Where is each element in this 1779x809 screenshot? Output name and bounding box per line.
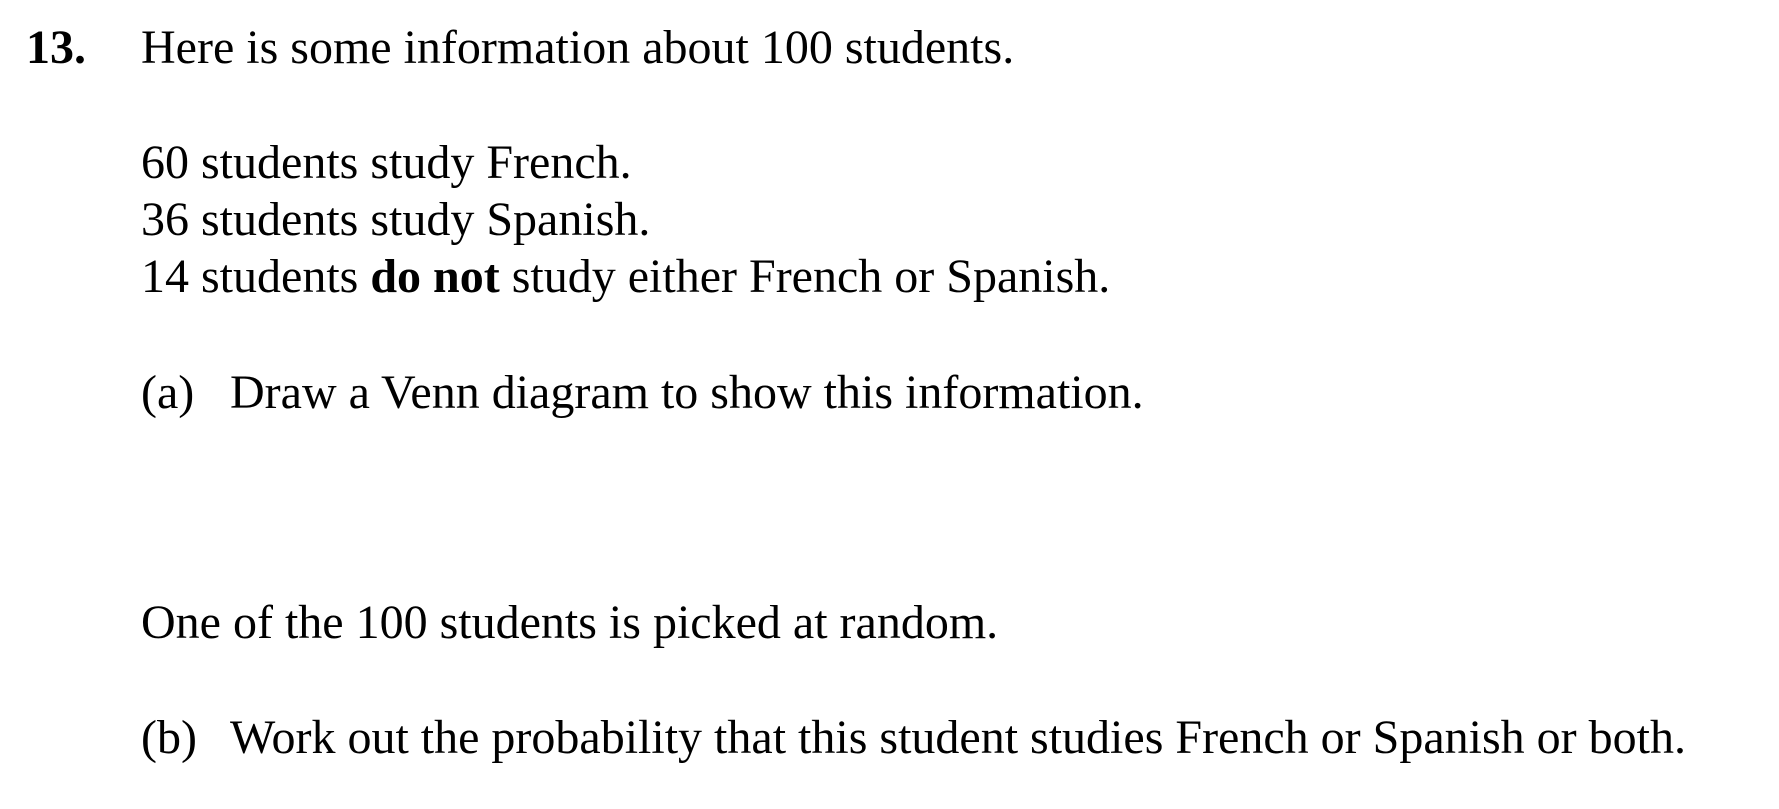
random-pick-statement: One of the 100 students is picked at random. <box>141 596 999 649</box>
part-a <box>141 365 1144 420</box>
part-b-label: (b) <box>141 711 197 764</box>
fact-neither-prefix: 14 students <box>141 250 371 303</box>
fact-french: 60 students study French. <box>141 136 632 189</box>
question-intro: Here is some information about 100 students. <box>141 21 1015 74</box>
fact-neither-suffix: study either French or Spanish. <box>499 250 1111 303</box>
fact-neither <box>141 249 1110 304</box>
part-b-text: Work out the probability that this student studies French or Spanish or both. <box>230 711 1686 764</box>
part-b <box>141 710 1686 765</box>
fact-spanish: 36 students study Spanish. <box>141 193 651 246</box>
part-a-text: Draw a Venn diagram to show this information. <box>230 366 1144 419</box>
question-number: 13. <box>26 21 86 74</box>
part-a-label: (a) <box>141 366 195 419</box>
fact-neither-emphasis: do not <box>370 250 500 303</box>
